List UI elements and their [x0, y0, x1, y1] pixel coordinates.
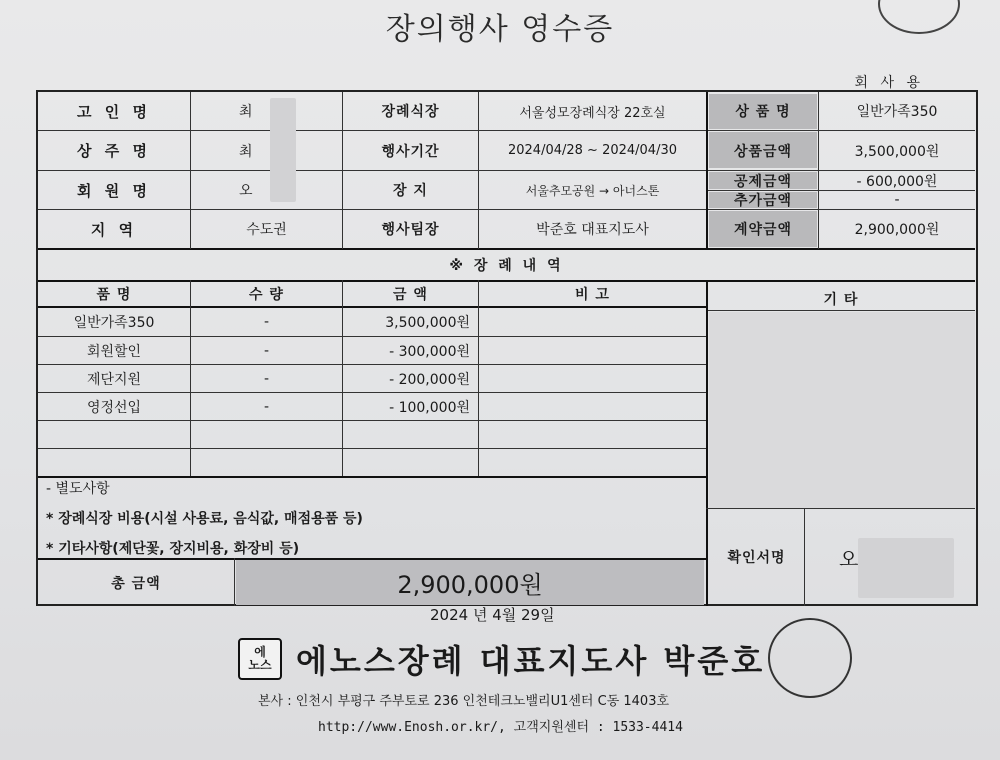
period-value: 2024/04/28 ~ 2024/04/30: [507, 143, 677, 158]
product-label: 상 품 명: [735, 104, 791, 120]
item-amount-1: 3,500,000원: [385, 315, 470, 331]
period-label: 행사기간: [381, 143, 440, 160]
region-value: 수도권: [246, 222, 287, 238]
hall-label: 장례식장: [381, 104, 440, 120]
item-qty-1: -: [263, 314, 270, 330]
hall-value: 서울성모장례식장 22호실: [519, 105, 666, 121]
item-qty-3: -: [263, 370, 270, 387]
manager-value: 박준호 대표지도사: [536, 222, 649, 238]
region-label: 지 역: [90, 220, 138, 239]
contract-value: 2,900,000원: [854, 222, 940, 238]
col-item-header: 품 명: [96, 287, 132, 303]
extra-label: 추가금액: [733, 193, 793, 209]
note-header: - 별도사항: [46, 481, 110, 497]
member-label: 회 원 명: [77, 181, 151, 200]
manager-label: 행사팀장: [381, 222, 440, 238]
member-value: 오: [239, 183, 253, 199]
confirm-signature: 오: [839, 546, 859, 571]
issue-date: 2024 년 4월 29일: [430, 606, 555, 624]
redacted-name-block: [270, 98, 296, 202]
item-name-5: [38, 421, 190, 448]
item-name-4: 영정선입: [86, 399, 142, 416]
deduction-value: - 600,000원: [856, 173, 938, 190]
redacted-etc-block: [709, 312, 975, 508]
receipt-form: [36, 90, 978, 606]
col-note-header: 비 고: [575, 287, 610, 303]
deduction-label: 공제금액: [733, 173, 793, 190]
price-label: 상품금액: [733, 143, 793, 160]
extra-value: -: [894, 192, 900, 208]
note-hall-costs: * 장례식장 비용(시설 사용료, 음식값, 매점용품 등): [46, 511, 363, 527]
deceased-value: 최: [239, 104, 253, 120]
item-name-2: 회원할인: [86, 343, 142, 360]
note-other-costs: * 기타사항(제단꽃, 장지비용, 화장비 등): [46, 541, 300, 557]
seal-stamp-company: [768, 618, 852, 698]
company-address: 본사 : 인천시 부평구 주부토로 236 인천테크노밸리U1센터 C동 1403호: [258, 694, 670, 709]
item-qty-4: -: [263, 398, 270, 415]
deceased-label: 고 인 명: [77, 102, 151, 121]
burial-value: 서울추모공원 → 아너스톤: [525, 183, 660, 198]
price-value: 3,500,000원: [854, 143, 940, 160]
redacted-signature-block: [858, 538, 954, 598]
confirm-label: 확인서명: [727, 550, 786, 566]
item-name-1: 일반가족350: [73, 315, 155, 331]
company-line: [238, 636, 765, 682]
total-label: 총 금액: [111, 575, 161, 592]
item-amount-3: - 200,000원: [389, 371, 470, 388]
col-amount-header: 금 액: [393, 287, 428, 303]
item-name-3: 제단지원: [86, 371, 142, 388]
col-etc-header: 기 타: [823, 292, 859, 308]
chief-mourner-value: 최: [239, 143, 253, 160]
company-name: 에노스장례 대표지도사 박준호: [296, 642, 766, 680]
item-amount-2: - 300,000원: [389, 343, 470, 360]
col-qty-header: 수 량: [249, 287, 284, 303]
chief-mourner-label: 상 주 명: [77, 142, 151, 160]
burial-label: 장 지: [393, 183, 428, 199]
item-qty-2: -: [263, 342, 270, 359]
item-name-6: [38, 449, 190, 476]
company-website: http://www.Enosh.or.kr/, 고객지원센터 : 1533-4414: [318, 720, 683, 735]
company-logo: 에 노스: [238, 638, 282, 680]
copy-label: 회 사 용: [854, 75, 924, 91]
total-value: 2,900,000원: [397, 571, 543, 599]
product-value: 일반가족350: [856, 104, 938, 120]
section-title: ※ 장 례 내 역: [449, 258, 564, 274]
item-amount-4: - 100,000원: [389, 399, 470, 416]
page-title: 장의행사 영수증: [385, 12, 615, 47]
contract-label: 계약금액: [733, 222, 793, 238]
